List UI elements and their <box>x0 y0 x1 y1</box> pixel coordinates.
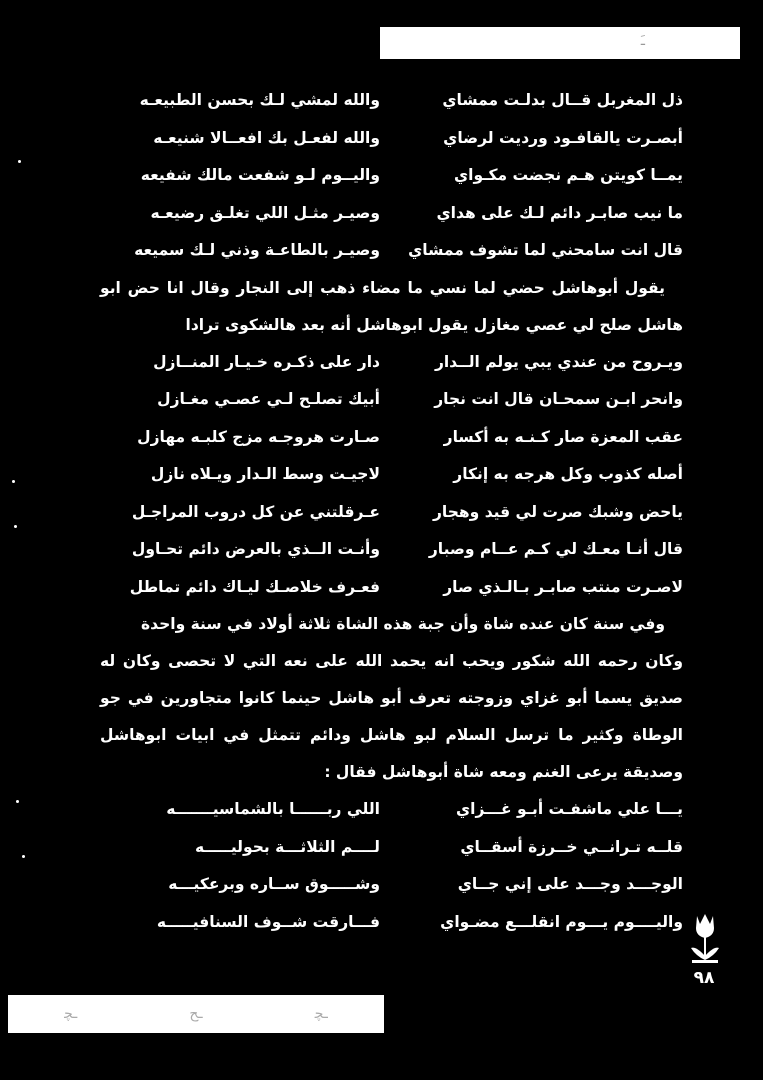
paragraph-text: وفي سنة كان عنده شاة وأن جبة هذه الشاة ثلاثة أولاد في سنة واحدة <box>141 615 665 633</box>
verse-line <box>100 82 683 120</box>
verse-block-2 <box>100 344 683 607</box>
verse-line <box>100 531 683 569</box>
verse-second-half: وشـــــوق ســاره وبرعكيـــه <box>168 875 380 893</box>
narrative-paragraph-1 <box>100 270 683 344</box>
verse-first-half: واليــــوم يـــوم انقلـــع مضـواي <box>440 912 683 931</box>
verse-second-half: فـــارقت شــوف السنافيـــــه <box>156 912 380 931</box>
verse-line <box>100 232 683 270</box>
verse-line <box>100 419 683 457</box>
verse-line <box>100 569 683 607</box>
verse-first-half: ما نيب صابـر دائم لـك على هداي <box>436 203 683 222</box>
verse-first-half: قال انت سامحني لما تشوف ممشاي <box>408 241 683 259</box>
tulip-icon <box>688 910 722 966</box>
verse-second-half: وأنـت الــذي بالعرض دائم تحـاول <box>131 540 380 558</box>
verse-first-half: قال أنـا معـك لي كـم عــام وصبار <box>428 540 683 558</box>
verse-first-half: ذل المغربل قــال بدلـت ممشاي <box>442 91 683 109</box>
narrative-paragraph-2 <box>100 606 683 791</box>
paragraph-text: وكان رحمه الله شكور ويحب انه يحمد الله على نعه التي لا تحصى وكان له صديق يسما أبو غزاي وزوجته تعرف أبو هاشل حينما كانوا متجاورين في جو الوطاة وكثير ما ترسل السلام لبو هاشل ودائم تتمثل في ابيات ابوهاشل وصديقة يرعى الغنم ومعه شاة أبوهاشل فقال : <box>100 652 683 781</box>
verse-second-half: عـرقلتني عن كل دروب المراجـل <box>131 502 380 521</box>
verse-block-1 <box>100 82 683 270</box>
footer-mark: ـﭽ <box>64 1006 78 1022</box>
speck <box>16 800 19 803</box>
verse-second-half: والله لمشي لـك بحسن الطبيعـه <box>139 91 380 109</box>
verse-line <box>100 120 683 158</box>
verse-first-half: أبصـرت يالقافـود ورديت لرضاي <box>443 128 683 147</box>
speck <box>14 525 17 528</box>
speck <box>18 160 21 163</box>
verse-second-half: وصيـر بالطاعـة وذني لـك سميعه <box>134 241 380 259</box>
verse-second-half: أبيك تصلـح لـي عصـي مغـازل <box>157 390 380 408</box>
verse-line <box>100 829 683 867</box>
header-mark: ـَ <box>640 33 645 49</box>
speck <box>12 480 15 483</box>
verse-first-half: يمــا كويتن هـم نجضت مكـواي <box>453 166 683 184</box>
verse-line <box>100 791 683 829</box>
verse-second-half: والله لفعـل بك افعــالا شنيعـه <box>153 128 380 147</box>
verse-line <box>100 195 683 233</box>
verse-first-half: وانحر ابـن سمحـان قال انت نجار <box>434 390 683 408</box>
verse-first-half: عقب المعزة صار كـنـه به أكسار <box>443 427 683 446</box>
footer-white-box <box>8 995 384 1033</box>
verse-line <box>100 381 683 419</box>
verse-line <box>100 866 683 904</box>
verse-second-half: دار على ذكـره خـيـار المنــازل <box>153 352 380 371</box>
verse-first-half: لاصـرت منتب صابـر بـالـذي صار <box>443 577 683 596</box>
verse-second-half: وصيـر مثـل اللي تغلـق رضيعـه <box>150 203 380 222</box>
paragraph-text: يقول أبوهاشل حضي لما نسي ما مضاء ذهب إلى النجار وقال انا حض ابو هاشل صلح لي عصي مغازل يقول ابوهاشل أنه بعد هالشكوى ترادا <box>100 278 683 334</box>
verse-line <box>100 157 683 195</box>
verse-first-half: قلــه تـرانــي خــرزة أسقــاي <box>460 837 683 856</box>
page-number: ٩٨ <box>693 968 715 988</box>
verse-second-half: لاجيـت وسط الـدار ويـلاه نازل <box>150 465 380 483</box>
verse-line <box>100 904 683 942</box>
verse-first-half: ويـروح من عندي يبي يولم الــدار <box>434 352 683 371</box>
verse-second-half: صـارت هروجـه مزج كلبـه مهازل <box>137 427 380 446</box>
verse-block-3 <box>100 791 683 941</box>
verse-second-half: اللي ربــــــا بالشماسيـــــــه <box>166 800 380 818</box>
verse-first-half: أصله كذوب وكل هرجه به إنكار <box>453 465 683 483</box>
verse-first-half: يـــا علي ماشفـت أبـو غـــزاي <box>455 800 683 818</box>
header-white-box <box>380 27 740 59</box>
verse-line <box>100 494 683 532</box>
page-text <box>100 82 683 941</box>
footer-mark: ـﺢ <box>189 1006 203 1022</box>
verse-line <box>100 344 683 382</box>
verse-line <box>100 456 683 494</box>
verse-second-half: واليــوم لـو شفعت مالك شفيعه <box>140 166 380 184</box>
footer-mark: ـﭽ <box>314 1006 328 1022</box>
verse-second-half: لــــم الثلاثـــة بحوليـــــه <box>194 837 380 856</box>
speck <box>22 855 25 858</box>
verse-first-half: الوجـــد وجـــد على إني جــاي <box>457 875 683 893</box>
verse-first-half: ياحض وشبك صرت لي قيد وهجار <box>433 502 683 521</box>
verse-second-half: فعـرف خلاصـك ليـاك دائم تماطل <box>129 577 380 596</box>
